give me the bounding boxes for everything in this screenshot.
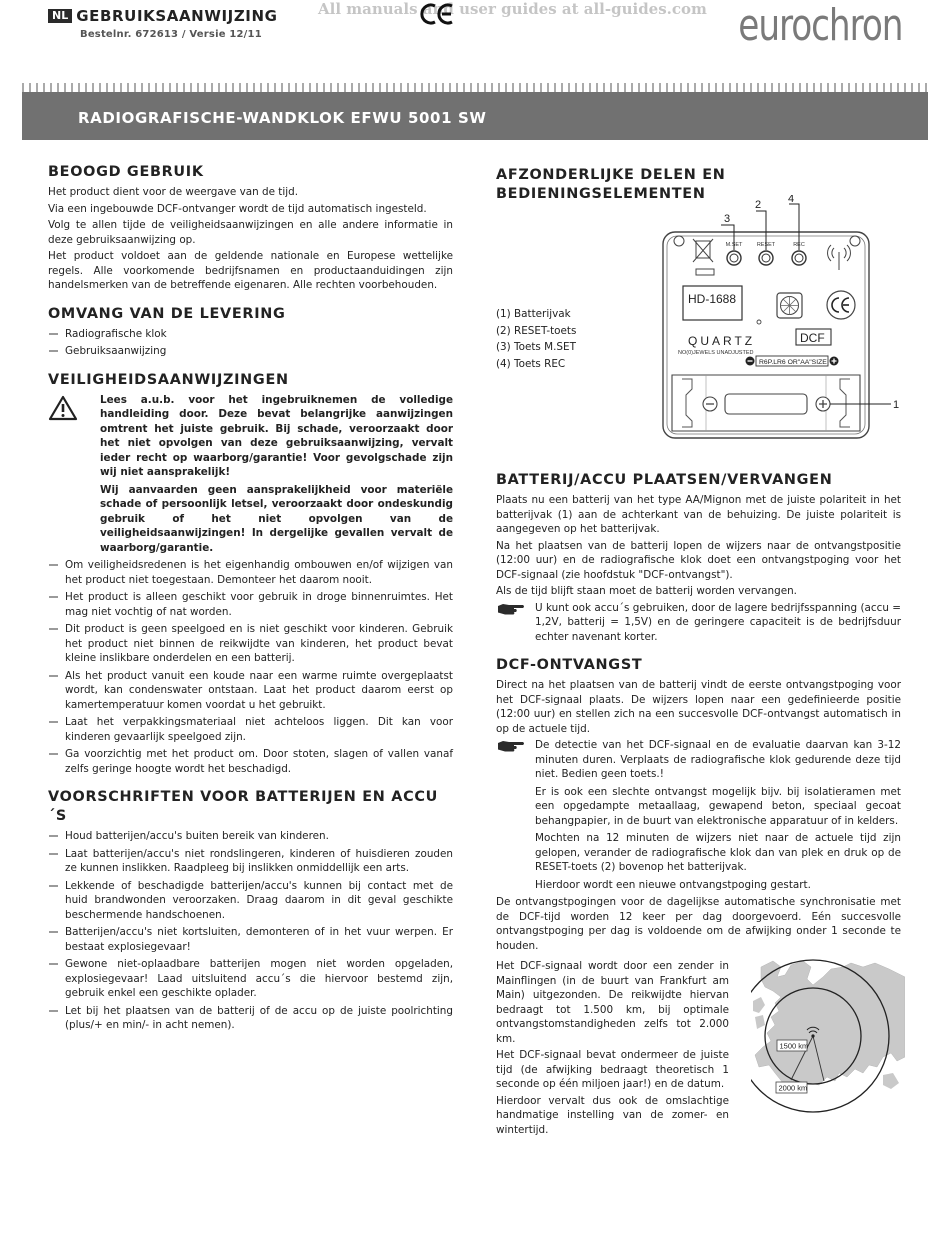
paragraph: Het product dient voor de weergave van de tijd.	[48, 186, 299, 198]
quartz-label: QUARTZ	[688, 334, 756, 348]
paragraph: Hierdoor vervalt dus ook de omslachtige handmatige instelling van de zomer- en wintertijd.	[496, 1094, 729, 1136]
paragraph: Na het plaatsen van de batterij lopen de wijzers naar de ontvangstpositie (12:00 uur) en de radiografische klok doet een ontvangstpoging voor het DCF-signaal (zie hoofdstuk "DCF-ontvangst").	[496, 539, 901, 581]
pointing-hand-icon	[497, 739, 525, 753]
list-item: Houd batterijen/accu's buiten bereik van kinderen.	[48, 829, 453, 844]
mset-button-icon	[727, 251, 741, 265]
list-item: Om veiligheidsredenen is het eigenhandig ombouwen en/of wijzigen van het product niet toegestaan. Demonteer het daarom nooit.	[48, 558, 453, 587]
product-title-bar: RADIOGRAFISCHE-WANDKLOK EFWU 5001 SW	[22, 92, 928, 140]
dcf-map-block	[496, 959, 901, 1137]
order-info: Bestelnr. 672613 / Versie 12/11	[80, 29, 262, 40]
section-parts	[496, 166, 901, 460]
map-text	[496, 959, 729, 1137]
warning-paragraph: Lees a.u.b. voor het ingebruiknemen de volledige handleiding door. Deze bevat belangrijke aanwijzingen omtrent het juiste gebruik. Bij schade, veroorzaakt door het niet opvolgen van deze gebruiksaanwijzing, vervalt ieder recht op waarborg/garantie! Voor gevolgschade zijn wij niet aansprakelijk!	[100, 393, 453, 478]
battery-rules-list	[48, 829, 453, 1033]
list-item: Laat batterijen/accu's niet rondslingeren, kinderen of huisdieren zouden ze kunnen inslikken. Raadpleeg bij inslikken onmiddellijk een arts.	[48, 847, 453, 876]
list-item: Dit product is geen speelgoed en is niet geschikt voor kinderen. Gebruik het product niet binnen de reikwijdte van kinderen, het product bevat kleine inslikbare onderdelen en een batterij.	[48, 622, 453, 666]
callout-number: 2	[755, 199, 762, 211]
warning-block	[48, 393, 453, 556]
note-text: U kunt ook accu´s gebruiken, door de lagere bedrijfsspanning (accu = 1,2V, batterij = 1,5V) en de geringere capaciteit is de bedrijfsduur echter navenant korter.	[535, 601, 901, 643]
paragraph: Via een ingebouwde DCF-ontvanger wordt de tijd automatisch ingesteld.	[48, 202, 427, 215]
section-dcf	[496, 656, 901, 1137]
section-heading: DCF-ONTVANGST	[496, 657, 643, 673]
paragraph: De ontvangstpogingen voor de dagelijkse automatische synchronisatie met de DCF-tijd worden 12 keer per dag doorgevoerd. Eén succesvolle ontvangstpoging per dag is voldoende om de afwijking onder 1 seconde te houden.	[496, 896, 901, 952]
watermark-text: All manuals and user guides at all-guides.com	[318, 0, 707, 18]
delivery-list	[48, 327, 453, 359]
parts-list-item: (4) Toets REC	[496, 357, 566, 370]
section-safety	[48, 371, 453, 777]
paragraph: Het product voldoet aan de geldende nationale en Europese wettelijke regels. Alle voorkomende bedrijfsnamen en productaanduidingen zijn handelsmerken van de betreffende eigenaren. Alle rechten voorbehouden.	[48, 250, 453, 291]
list-item: Laat het verpakkingsmateriaal niet achteloos liggen. Dit kan voor kinderen gevaarlijk speelgoed zijn.	[48, 715, 453, 744]
note-block	[496, 601, 901, 645]
list-item: Gewone niet-oplaadbare batterijen mogen niet worden opgeladen, explosiegevaar! Laad uitsluitend accu´s die hiervoor bestemd zijn, gebruik enkel een geschikte oplader.	[48, 957, 453, 1001]
range-label: 2000 km	[778, 1083, 808, 1093]
range-label: 1500 km	[779, 1041, 809, 1051]
header-left	[48, 6, 278, 40]
parts-list-item: (2) RESET-toets	[496, 324, 577, 337]
paragraph: Plaats nu een batterij van het type AA/Mignon met de juiste polariteit in het batterijvak (1) aan de achterkant van de behuizing. De juiste polariteit is aangegeven op het batterijvak.	[496, 494, 901, 535]
list-item: Gebruiksaanwijzing	[48, 344, 453, 359]
ce-mark-icon	[420, 2, 456, 30]
note-text: De detectie van het DCF-signaal en de evaluatie daarvan kan 3-12 minuten duren. Verplaats de radiografische klok gedurende deze tijd niet. Bedien geen toets.!	[535, 739, 901, 780]
paragraph: Als de tijd blijft staan moet de batterij worden vervangen.	[496, 585, 797, 597]
note-block	[496, 738, 901, 892]
section-heading: VOORSCHRIFTEN VOOR BATTERIJEN EN ACCU´S	[48, 789, 438, 824]
section-intended-use	[48, 163, 453, 293]
right-column	[496, 163, 901, 1139]
paragraph: Direct na het plaatsen van de batterij vindt de eerste ontvangstpoging voor het DCF-signaal plaats. De wijzers lopen naar een gedefinieerde positie (12:00 uur) en stellen zich na een succesvolle DCF-ontvangst automatisch in op de actuele tijd.	[496, 679, 901, 735]
safety-list	[48, 558, 453, 776]
left-column	[48, 163, 453, 1045]
callout-number: 3	[724, 213, 731, 225]
battery-compartment	[672, 375, 860, 431]
dashed-rule	[22, 83, 928, 92]
warning-paragraph: Wij aanvaarden geen aansprakelijkheid voor materiële schade of persoonlijk letsel, veroorzaakt door ondeskundig gebruik of het niet opvolgen van de veiligheidsaanwijzingen! In dergelijke gevallen vervalt de waarborg/garantie.	[100, 483, 453, 554]
paragraph: Het DCF-signaal bevat ondermeer de juiste tijd (de afwijking bedraagt theoretisch 1 seconde op één miljoen jaar!) en de datum.	[496, 1049, 729, 1090]
section-delivery	[48, 305, 453, 359]
reset-button-icon	[759, 251, 773, 265]
rec-button-icon	[792, 251, 806, 265]
paragraph: Volg te allen tijde de veiligheidsaanwijzingen en alle andere informatie in deze gebruiksaanwijzing op.	[48, 219, 453, 246]
brand-logo: eurochron	[737, 0, 902, 51]
warning-triangle-icon	[48, 395, 78, 421]
note-text: Mochten na 12 minuten de wijzers niet naar de actuele tijd zijn gelopen, verander de radiografische klok dan van plek en druk op de RESET-toets (2) bovenop het batterijvak.	[535, 832, 901, 873]
section-battery-insert	[496, 471, 901, 644]
list-item: Lekkende of beschadigde batterijen/accu's kunnen bij contact met de huid brandwonden veroorzaken. Draag daarom in dit geval geschikte beschermende handschoenen.	[48, 879, 453, 923]
note-text: Er is ook een slechte ontvangst mogelijk bijv. bij isolatieramen met een opgedampte metaallaag, gewapend beton, speciaal gecoat behangpapier, in de buurt van elektronische apparatuur of in kelders.	[535, 785, 901, 827]
button-label: M.SET	[725, 242, 743, 248]
dcf-label: DCF	[800, 331, 825, 345]
section-heading: BEOOGD GEBRUIK	[48, 164, 204, 180]
language-badge: NL	[48, 9, 72, 23]
parts-list	[496, 306, 576, 372]
section-heading: VEILIGHEIDSAANWIJZINGEN	[48, 371, 289, 388]
section-heading: BATTERIJ/ACCU PLAATSEN/VERVANGEN	[496, 472, 833, 488]
section-battery-rules	[48, 788, 453, 1033]
dcf-range-map	[751, 957, 905, 1117]
paragraph: Het DCF-signaal wordt door een zender in Mainflingen (in de buurt van Frankfurt am Main) uitgezonden. De reikwijdte hiervan bedraagt tot 1.500 km, bij optimale ontvangstomstandigheden zelfs tot 2.000 km.	[496, 960, 729, 1045]
button-label: RESET	[756, 242, 776, 248]
callout-number: 4	[788, 195, 795, 205]
europe-map	[753, 961, 905, 1089]
pointing-hand-icon	[497, 602, 525, 616]
parts-list-item: (3) Toets M.SET	[496, 341, 576, 353]
section-heading: OMVANG VAN DE LEVERING	[48, 305, 286, 322]
parts-list-item: (1) Batterijvak	[496, 308, 571, 320]
list-item: Als het product vanuit een koude naar een warme ruimte overgeplaatst wordt, kan condenswater ontstaan. Laat het product daarom eerst op kamertemperatuur komen voordat u het gebruikt.	[48, 669, 453, 713]
list-item: Batterijen/accu's niet kortsluiten, demonteren of in het vuur werpen. Er bestaat explosiegevaar!	[48, 925, 453, 954]
list-item: Radiografische klok	[48, 327, 453, 342]
battery-rating-label: R6P.LR6 OR"AA"SIZE	[759, 359, 827, 366]
list-item: Let bij het plaatsen van de batterij of de accu op de juiste poolrichting (plus/+ en min/- in acht nemen).	[48, 1004, 453, 1033]
button-label: REC	[793, 242, 805, 248]
jewels-label: NO(0)JEWELS UNADJUSTED	[678, 350, 754, 356]
section-heading: AFZONDERLIJKE DELEN EN BEDIENINGSELEMENTEN	[496, 167, 726, 202]
document-type: GEBRUIKSAANWIJZING	[76, 7, 278, 25]
model-label: HD-1688	[688, 292, 737, 306]
note-text: Hierdoor wordt een nieuwe ontvangstpoging gestart.	[535, 878, 811, 891]
callout-number: 1	[893, 399, 900, 411]
list-item: Het product is alleen geschikt voor gebruik in droge binnenruimtes. Het mag niet vochtig of nat worden.	[48, 590, 453, 619]
list-item: Ga voorzichtig met het product om. Door stoten, slagen of vallen vanaf zelfs geringe hoogte wordt het beschadigd.	[48, 747, 453, 776]
clock-back-diagram	[646, 195, 902, 443]
